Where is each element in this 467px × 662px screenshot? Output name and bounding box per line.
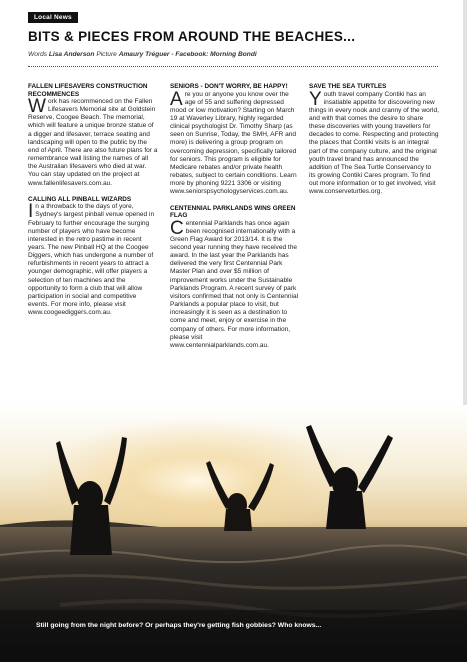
turtles-heading: SAVE THE SEA TURTLES [309, 83, 387, 90]
column-3 [309, 83, 439, 197]
lifesavers-heading: FALLEN LIFESAVERS CONSTRUCTION RECOMMENCES [28, 83, 148, 98]
byline [28, 51, 257, 58]
turtles-body [309, 88, 439, 197]
lifesavers-text: ork has recommenced on the Fallen Lifesavers Memorial site at Goldstein Reserve, Coogee Beach. The memorial, which will feature a unique bronze statue of a digger and lifesaver, terrace seating and landscaping will open to the public by the end of April. There are also future plans for a remembrance wall listing the names of all the Australian lifesavers who died at war. You can stay updated on the project at www.fallenlifesavers.com.au. [28, 98, 158, 187]
page-headline: BITS & PIECES FROM AROUND THE BEACHES... [28, 29, 356, 44]
byline-words-label: Words [28, 51, 48, 58]
lifesavers-body [28, 98, 158, 188]
pinball-dropcap: I [28, 201, 34, 223]
seniors-dropcap: A [170, 88, 183, 110]
photo-caption: Still going from the night before? Or perhaps they're getting fish gobbies? Who knows... [36, 622, 322, 629]
byline-writer: Lisa Anderson [48, 51, 95, 58]
parklands-heading: CENTENNIAL PARKLANDS WINS GREEN FLAG [170, 204, 296, 220]
caption-shade [0, 610, 467, 662]
seniors-heading: SENIORS - DON'T WORRY, BE HAPPY! [170, 83, 288, 90]
section-tag: Local News [28, 12, 78, 23]
turtles-text: outh travel company Contiki has an insatiable appetite for discovering new things in every nook and cranny of the world, and with that comes the desire to share these discoveries with young travellers for decades to come. Respecting and protecting the places that Contiki visits is an integral part of the company culture, and the original youth travel brand has announced the addition of The Sea Turtle Conservancy to its growing Contiki Cares program. To find out more information or to get involved, visit www.conserveturtles.org. [309, 90, 439, 196]
lifesavers-dropcap: W [28, 96, 46, 117]
seniors-body [170, 88, 300, 197]
byline-photographer: Amaury Tréguer - Facebook: Morning Bondi [118, 51, 257, 58]
column-2 [170, 83, 300, 350]
turtles-dropcap: Y [309, 88, 322, 110]
seniors-text: re you or anyone you know over the age of 55 and suffering depressed mood or low motivation? Starting on March 19 at Waverley Library, highly regarded clinical psychologist Dr. Timothy Sharp (as seen on Sunrise, Today, the SMH, AFR and more) is delivering a group program on overcoming depression, specifically tailored for seniors. This program is eligible for Medicare rebates and/or private health rebates, subject to certain conditions. Learn more by phoning 9221 3306 or visiting www.seniorspsychologyservices.com.au. [170, 90, 297, 196]
column-1 [28, 83, 158, 317]
parklands-dropcap: C [170, 217, 184, 239]
parklands-body [170, 217, 300, 351]
pinball-heading: CALLING ALL PINBALL WIZARDS [28, 195, 132, 203]
sunset-swimmers-photo [0, 405, 467, 662]
parklands-text: entennial Parklands has once again been recognised internationally with a Green Flag Award for 2013/14. It is the second year running they have received the award. In the last year the Parklands has delivered the very first Centennial Park Master Plan and over $5 million of improvement works under the Sustainable Parklands Program. A recent survey of park visitors confirmed that not only is Centennial Parklands a popular place to visit, but increasingly it is seen as a destination to come and meet, enjoy or exercise in the company of others. For more information, please visit www.centennialparklands.com.au. [170, 219, 299, 349]
byline-picture-label: Picture [96, 51, 117, 58]
dotted-divider [28, 66, 438, 67]
pinball-text: n a throwback to the days of yore, Sydney's largest pinball venue opened in February to further encourage the surging number of players who have become interested in the retro pastime in recent years. The new Pinball HQ at the Coogee Diggers, which has undergone a number of refurbishments in recent years to attract a younger demographic, will offer players a selection of ten machines and the opportunity to form a club that will allow participation in social and competitive events. For more info, please visit www.coogeediggers.com.au. [28, 203, 155, 317]
pinball-body [28, 203, 158, 317]
